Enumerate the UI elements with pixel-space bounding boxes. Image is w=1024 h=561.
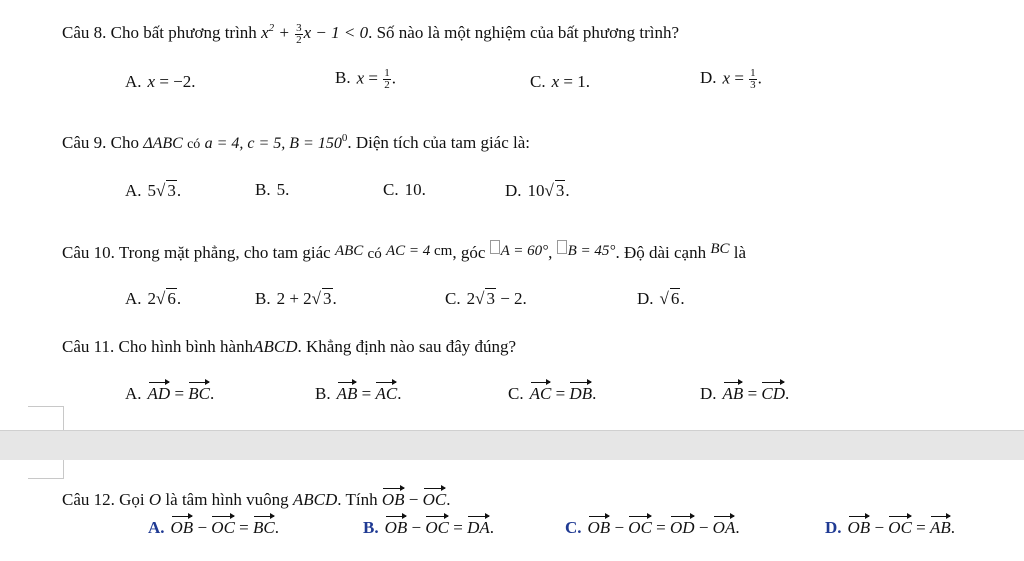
unrendered-glyph xyxy=(557,240,567,254)
question-12: Câu 12. Gọi O là tâm hình vuông ABCD. Tính OB − OC. xyxy=(62,486,451,510)
question-text: . Số nào là một nghiệm của bất phương trình? xyxy=(368,23,680,42)
option-b[interactable]: B. OB − OC = DA. xyxy=(363,514,494,538)
option-a[interactable]: A. x = −2. xyxy=(125,72,196,91)
option-b[interactable]: B. x = $\frac{1}{2}$ . xyxy=(335,67,396,91)
question-11: Câu 11. Cho hình bình hànhABCD. Khẳng định nào sau đây đúng? xyxy=(62,337,517,356)
option-d[interactable]: D. OB − OC = AB. xyxy=(825,514,955,538)
option-a[interactable]: A. AD = BC. xyxy=(125,380,214,404)
option-d[interactable]: D. 10√ 3. xyxy=(505,181,570,200)
option-a[interactable]: A. 5√ 3. xyxy=(125,181,182,200)
option-a[interactable]: A. OB − OC = BC. xyxy=(148,514,279,538)
option-d[interactable]: D. AB = CD. xyxy=(700,380,789,404)
option-c[interactable]: C. 2√ 3 − 2. xyxy=(445,289,527,308)
option-c[interactable]: C. AC = DB. xyxy=(508,380,596,404)
math-expression: $x^2$ + $\frac{3}{2}$ x − 1 < 0 xyxy=(261,21,369,46)
question-text: Cho bất phương trình xyxy=(110,23,257,42)
option-a[interactable]: A. 2√ 6. xyxy=(125,289,182,308)
question-8 xyxy=(62,22,679,46)
page-separator xyxy=(0,430,1024,462)
unrendered-glyph xyxy=(490,240,500,254)
option-b[interactable]: B. 2 + 2√ 3. xyxy=(255,289,337,308)
option-c[interactable]: C. x = 1. xyxy=(530,72,590,91)
option-b[interactable]: B. 5. xyxy=(255,180,290,199)
option-c[interactable]: C. OB − OC = OD − OA. xyxy=(565,514,740,538)
page-crop-mark xyxy=(28,406,64,431)
option-d[interactable]: D. √ 6. xyxy=(637,289,685,308)
page-crop-mark xyxy=(28,460,64,479)
question-label: Câu 8. xyxy=(62,23,107,42)
document-page-2 xyxy=(0,460,1024,561)
question-9: Câu 9. Cho ΔABC có a = 4, c = 5, $B = 150^0$. Diện tích của tam giác là: xyxy=(62,132,531,152)
option-d[interactable]: D. x = $\frac{1}{3}$ . xyxy=(700,67,762,91)
option-c[interactable]: C. 10. xyxy=(383,180,426,199)
option-b[interactable]: B. AB = AC. xyxy=(315,380,401,404)
question-10: Câu 10. Trong mặt phẳng, cho tam giác ABC có AC = 4 cm, góc A = 60°, B = 45°. Độ dài cạnh BC là xyxy=(62,241,747,262)
